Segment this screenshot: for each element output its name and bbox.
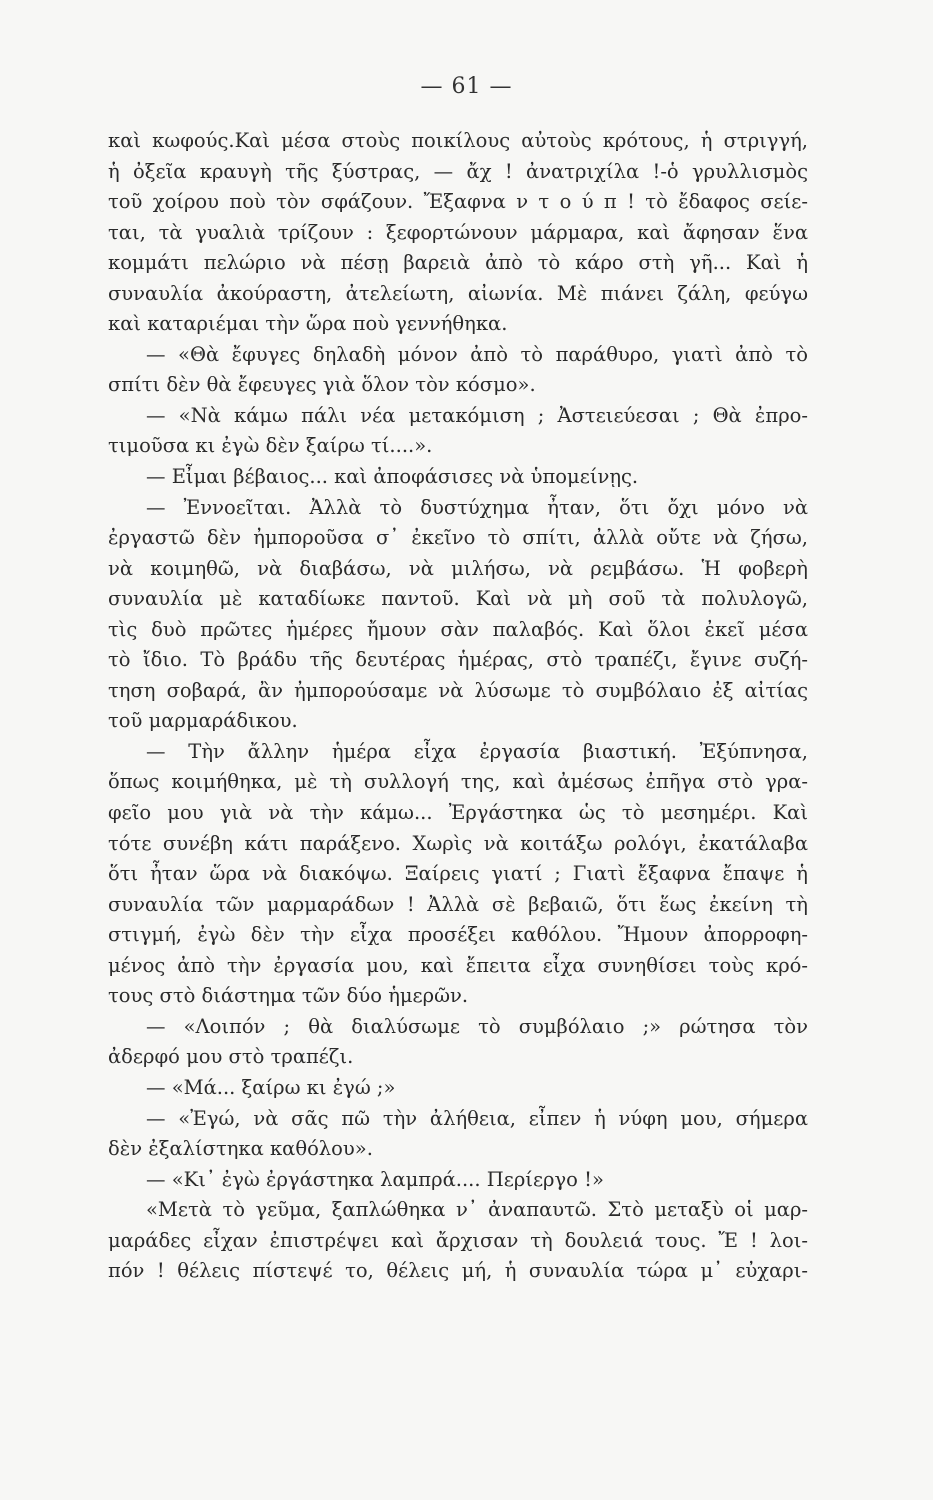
text-line: τους στὸ διάστημα τῶν δύο ἡμερῶν.	[108, 984, 469, 1008]
text-line: τιμοῦσα κι ἐγὼ δὲν ξαίρω τί....».	[108, 434, 433, 458]
text-line: τοῦ χοίρου ποὺ τὸν σφάζουν. Ἔξαφνα ν τ ο ύ π ! τὸ ἔδαφος σείε-	[108, 190, 808, 214]
text-line: σπίτι δὲν θὰ ἔφευγες γιὰ ὅλον τὸν κόσμο».	[108, 373, 536, 397]
text-line: — «Ἐγώ, νὰ σᾶς πῶ τὴν ἀλήθεια, εἶπεν ἡ νύφη μου, σήμερα	[146, 1106, 808, 1130]
text-line: τὶς δυὸ πρῶτες ἡμέρες ἤμουν σὰν παλαβός. Καὶ ὅλοι ἐκεῖ μέσα	[108, 617, 808, 641]
text-line: — Εἶμαι βέβαιος... καὶ ἀποφάσισες νὰ ὑπομείνῃς.	[146, 465, 639, 489]
text-line: — «Λοιπόν ; θὰ διαλύσωμε τὸ συμβόλαιο ;» ρώτησα τὸν	[146, 1014, 808, 1038]
text-line: συναυλία μὲ καταδίωκε παντοῦ. Καὶ νὰ μὴ σοῦ τὰ πολυλογῶ,	[108, 587, 808, 611]
text-line: ὅπως κοιμήθηκα, μὲ τὴ συλλογή της, καὶ ἀμέσως ἐπῆγα στὸ γρα-	[108, 770, 808, 794]
text-line: τότε συνέβη κάτι παράξενο. Χωρὶς νὰ κοιτάξω ρολόγι, ἐκατάλαβα	[108, 831, 808, 855]
text-line: «Μετὰ τὸ γεῦμα, ξαπλώθηκα ν᾽ ἀναπαυτῶ. Στὸ μεταξὺ οἱ μαρ-	[146, 1198, 808, 1222]
text-line: τὸ ἴδιο. Τὸ βράδυ τῆς δευτέρας ἡμέρας, στὸ τραπέζι, ἔγινε συζή-	[108, 648, 808, 672]
text-line: δὲν ἐξαλίστηκα καθόλου».	[108, 1137, 373, 1161]
text-line: τοῦ μαρμαράδικου.	[108, 709, 298, 733]
text-line: συναυλία τῶν μαρμαράδων ! Ἀλλὰ σὲ βεβαιῶ, ὅτι ἕως ἐκείνη τὴ	[108, 892, 808, 916]
text-line: ἡ ὀξεῖα κραυγὴ τῆς ξύστρας, — ἄχ ! ἀνατριχίλα !-ὁ γρυλλισμὸς	[108, 159, 808, 183]
text-line: — «Κι᾽ ἐγὼ ἐργάστηκα λαμπρά.... Περίεργο !»	[146, 1167, 604, 1191]
text-line: καὶ κωφούς.Καὶ μέσα στοὺς ποικίλους αὐτοὺς κρότους, ἡ στριγγή,	[108, 129, 808, 152]
text-line: στιγμή, ἐγὼ δὲν τὴν εἶχα προσέξει καθόλου. Ἤμουν ἀπορροφη-	[108, 923, 808, 947]
text-line: νὰ κοιμηθῶ, νὰ διαβάσω, νὰ μιλήσω, νὰ ρεμβάσω. Ἡ φοβερὴ	[108, 556, 808, 580]
page-number: — 61 —	[420, 74, 513, 99]
text-line: — Τὴν ἄλλην ἡμέρα εἶχα ἐργασία βιαστική. Ἐξύπνησα,	[146, 739, 808, 763]
text-line: μαράδες εἶχαν ἐπιστρέψει καὶ ἄρχισαν τὴ δουλειά τους. Ἔ ! λοι-	[108, 1228, 808, 1252]
text-line: πόν ! θέλεις πίστεψέ το, θέλεις μή, ἡ συναυλία τώρα μ᾽ εὐχαρι-	[108, 1259, 808, 1283]
text-line: κομμάτι πελώριο νὰ πέσῃ βαρειὰ ἀπὸ τὸ κάρο στὴ γῆ... Καὶ ἡ	[108, 251, 808, 275]
text-line: — «Θὰ ἔφυγες δηλαδὴ μόνον ἀπὸ τὸ παράθυρο, γιατὶ ἀπὸ τὸ	[146, 342, 808, 366]
text-line: τηση σοβαρά, ἂν ἠμπορούσαμε νὰ λύσωμε τὸ συμβόλαιο ἐξ αἰτίας	[108, 678, 808, 702]
text-line: μένος ἀπὸ τὴν ἐργασία μου, καὶ ἔπειτα εἶχα συνηθίσει τοὺς κρό-	[108, 953, 808, 977]
text-line: συναυλία ἀκούραστη, ἀτελείωτη, αἰωνία. Μὲ πιάνει ζάλη, φεύγω	[108, 281, 808, 305]
text-line: φεῖο μου γιὰ νὰ τὴν κάμω... Ἐργάστηκα ὡς τὸ μεσημέρι. Καὶ	[108, 801, 808, 825]
text-line: καὶ καταριέμαι τὴν ὥρα ποὺ γεννήθηκα.	[108, 312, 508, 336]
text-line: ἀδερφό μου στὸ τραπέζι.	[108, 1045, 354, 1069]
text-line: ὅτι ἦταν ὥρα νὰ διακόψω. Ξαίρεις γιατί ; Γιατὶ ἔξαφνα ἔπαψε ἡ	[108, 862, 808, 886]
body-text	[108, 126, 808, 1287]
text-line: — Ἐννοεῖται. Ἀλλὰ τὸ δυστύχημα ἦταν, ὅτι ὄχι μόνο νὰ	[146, 495, 808, 519]
text-line: ἐργαστῶ δὲν ἠμποροῦσα σ᾽ ἐκεῖνο τὸ σπίτι, ἀλλὰ οὔτε νὰ ζήσω,	[108, 526, 808, 550]
text-line: — «Νὰ κάμω πάλι νέα μετακόμιση ; Ἀστειεύεσαι ; Θὰ ἐπρο-	[146, 403, 808, 427]
text-line: ται, τὰ γυαλιὰ τρίζουν : ξεφορτώνουν μάρμαρα, καὶ ἄφησαν ἕνα	[108, 220, 808, 244]
text-line: — «Μά... ξαίρω κι ἐγώ ;»	[146, 1075, 396, 1099]
